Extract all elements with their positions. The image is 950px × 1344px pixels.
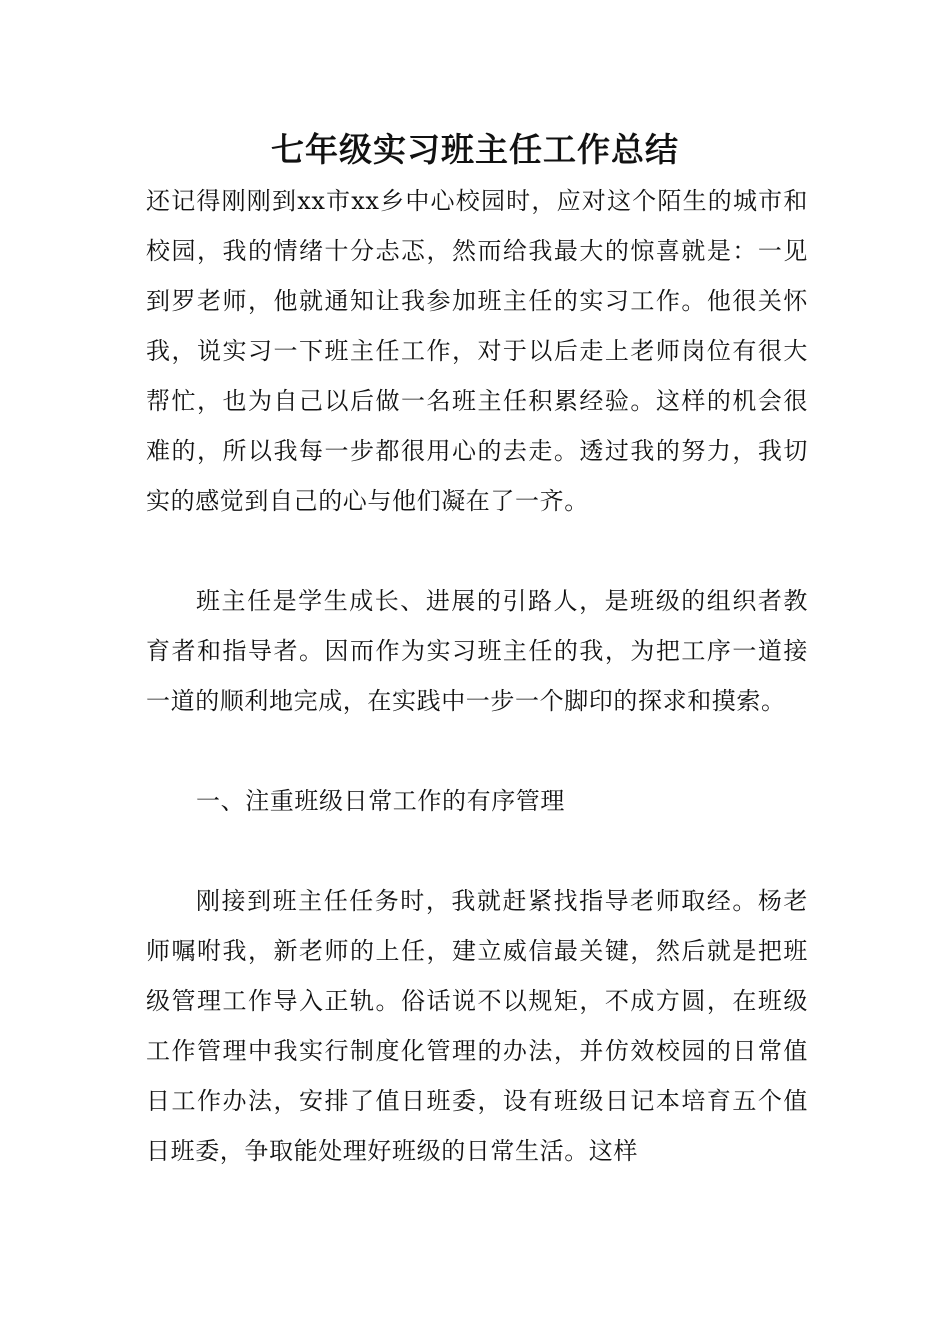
paragraph-spacer — [146, 826, 808, 876]
paragraph-role: 班主任是学生成长、进展的引路人，是班级的组织者教育者和指导者。因而作为实习班主任的我，为把工序一道接一道的顺利地完成，在实践中一步一个脚印的探求和摸索。 — [146, 587, 808, 715]
paragraph-spacer — [146, 526, 808, 576]
paragraph-spacer — [146, 726, 808, 776]
document-body — [146, 176, 808, 1176]
paragraph-management: 刚接到班主任任务时，我就赶紧找指导老师取经。杨老师嘱咐我，新老师的上任，建立威信最关键，然后就是把班级管理工作导入正轨。俗话说不以规矩，不成方圆，在班级工作管理中我实行制度化管理的办法，并仿效校园的日常值日工作办法，安排了值日班委，设有班级日记本培育五个值日班委，争取能处理好班级的日常生活。这样 — [146, 887, 808, 1165]
section-heading-1: 一、注重班级日常工作的有序管理 — [196, 787, 565, 815]
paragraph-intro: 还记得刚刚到xx市xx乡中心校园时，应对这个陌生的城市和校园，我的情绪十分忐忑，然而给我最大的惊喜就是：一见到罗老师，他就通知让我参加班主任的实习工作。他很关怀我，说实习一下班主任工作，对于以后走上老师岗位有很大帮忙，也为自己以后做一名班主任积累经验。这样的机会很难的，所以我每一步都很用心的去走。透过我的努力，我切实的感觉到自己的心与他们凝在了一齐。 — [146, 187, 808, 515]
document-title: 七年级实习班主任工作总结 — [271, 130, 679, 169]
